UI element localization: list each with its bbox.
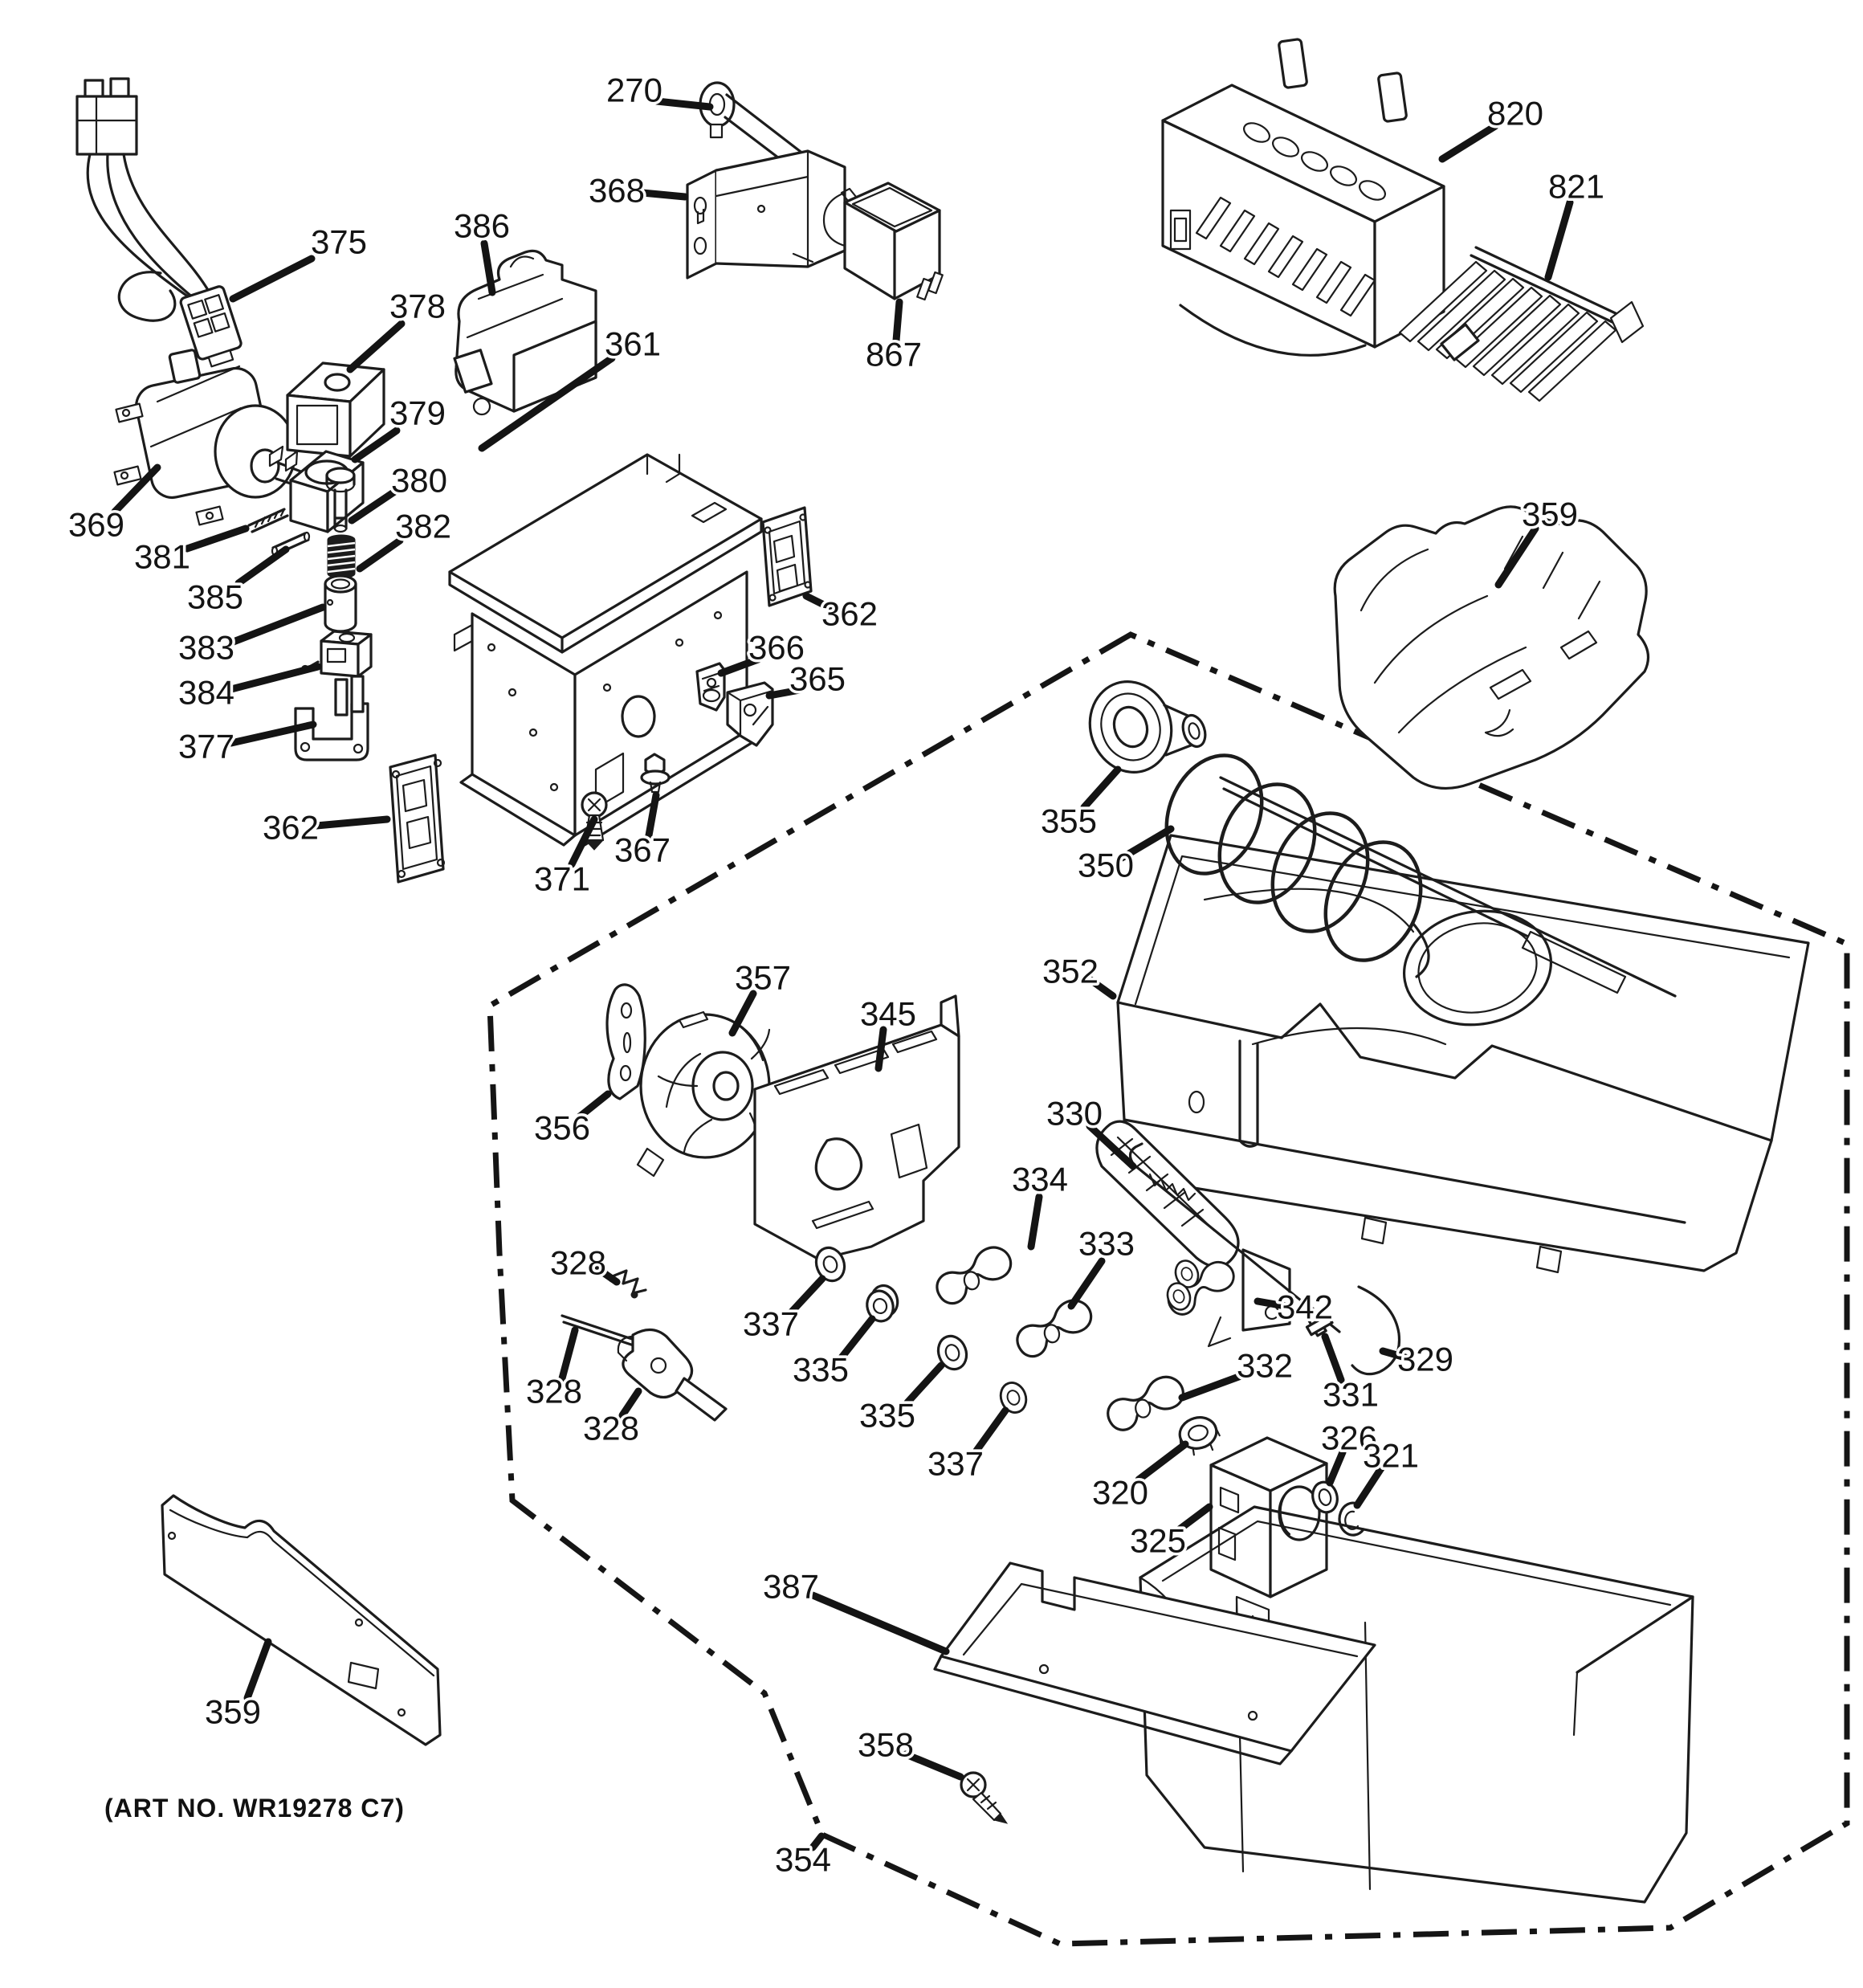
callout-label-378-7: 378 xyxy=(389,287,446,325)
callout-label-329-44: 329 xyxy=(1396,1340,1454,1378)
callout-label-333-41: 333 xyxy=(1078,1224,1135,1263)
callout-label-321-47: 321 xyxy=(1362,1436,1420,1475)
callout-label-332-42: 332 xyxy=(1236,1346,1294,1385)
callout-label-386-6: 386 xyxy=(453,206,511,245)
callout-label-383-14: 383 xyxy=(177,628,235,667)
art-number: (ART NO. WR19278 C7) xyxy=(104,1794,405,1823)
part-382-spring xyxy=(328,535,355,578)
callout-label-354-51: 354 xyxy=(774,1840,832,1879)
callout-label-357-28: 357 xyxy=(734,958,792,997)
callout-label-350-26: 350 xyxy=(1077,846,1135,884)
callout-label-358-50: 358 xyxy=(857,1725,915,1764)
part-362-cover-plate-left xyxy=(390,755,444,882)
callout-label-367-22: 367 xyxy=(614,831,671,869)
callout-label-384-15: 384 xyxy=(177,673,235,712)
callout-label-368-1: 368 xyxy=(588,171,646,210)
callout-label-328-32: 328 xyxy=(549,1243,607,1282)
callout-label-371-23: 371 xyxy=(533,859,591,898)
callout-label-362-19: 362 xyxy=(821,594,879,633)
callout-label-331-45: 331 xyxy=(1322,1375,1380,1414)
callout-label-334-40: 334 xyxy=(1011,1160,1069,1198)
callout-label-379-8: 379 xyxy=(389,394,446,432)
callout-label-320-39: 320 xyxy=(1091,1473,1149,1512)
callout-label-381-12: 381 xyxy=(133,537,191,576)
callout-label-366-20: 366 xyxy=(748,628,805,667)
callout-label-356-30: 356 xyxy=(533,1108,591,1147)
callout-label-377-16: 377 xyxy=(177,727,235,765)
callout-label-328-33: 328 xyxy=(525,1372,583,1410)
callout-label-820-3: 820 xyxy=(1486,94,1544,133)
callout-label-337-35: 337 xyxy=(742,1304,800,1343)
part-362-cover-plate-right xyxy=(763,508,811,606)
callout-leader-368-1 xyxy=(642,193,685,197)
callout-label-361-18: 361 xyxy=(604,325,662,363)
callout-label-330-31: 330 xyxy=(1046,1094,1103,1133)
callout-label-821-4: 821 xyxy=(1547,167,1605,206)
callout-label-270-0: 270 xyxy=(605,71,663,109)
callout-label-375-5: 375 xyxy=(310,222,368,261)
callout-label-359-52: 359 xyxy=(204,1692,262,1731)
callout-label-385-13: 385 xyxy=(186,578,244,616)
part-356-fan-blade-bracket xyxy=(607,985,645,1099)
callout-label-352-27: 352 xyxy=(1042,952,1099,990)
callout-label-867-2: 867 xyxy=(865,335,923,374)
callout-label-362-17: 362 xyxy=(262,808,320,847)
callout-label-328-34: 328 xyxy=(582,1409,640,1447)
callout-label-365-21: 365 xyxy=(789,659,846,698)
callout-label-382-10: 382 xyxy=(394,507,452,545)
callout-label-359-24: 359 xyxy=(1521,495,1579,533)
callout-label-345-29: 345 xyxy=(859,994,917,1033)
callout-label-325-48: 325 xyxy=(1129,1521,1187,1560)
callout-label-355-25: 355 xyxy=(1040,802,1098,840)
callout-label-326-46: 326 xyxy=(1320,1419,1378,1457)
callout-label-387-49: 387 xyxy=(762,1567,820,1606)
callout-leader-345-29 xyxy=(879,1030,883,1068)
callout-label-335-36: 335 xyxy=(792,1350,850,1389)
callout-label-337-38: 337 xyxy=(927,1444,984,1483)
callout-label-380-9: 380 xyxy=(390,461,448,500)
callout-label-342-43: 342 xyxy=(1276,1288,1334,1326)
callout-label-335-37: 335 xyxy=(858,1396,916,1435)
callout-label-369-11: 369 xyxy=(67,505,125,544)
